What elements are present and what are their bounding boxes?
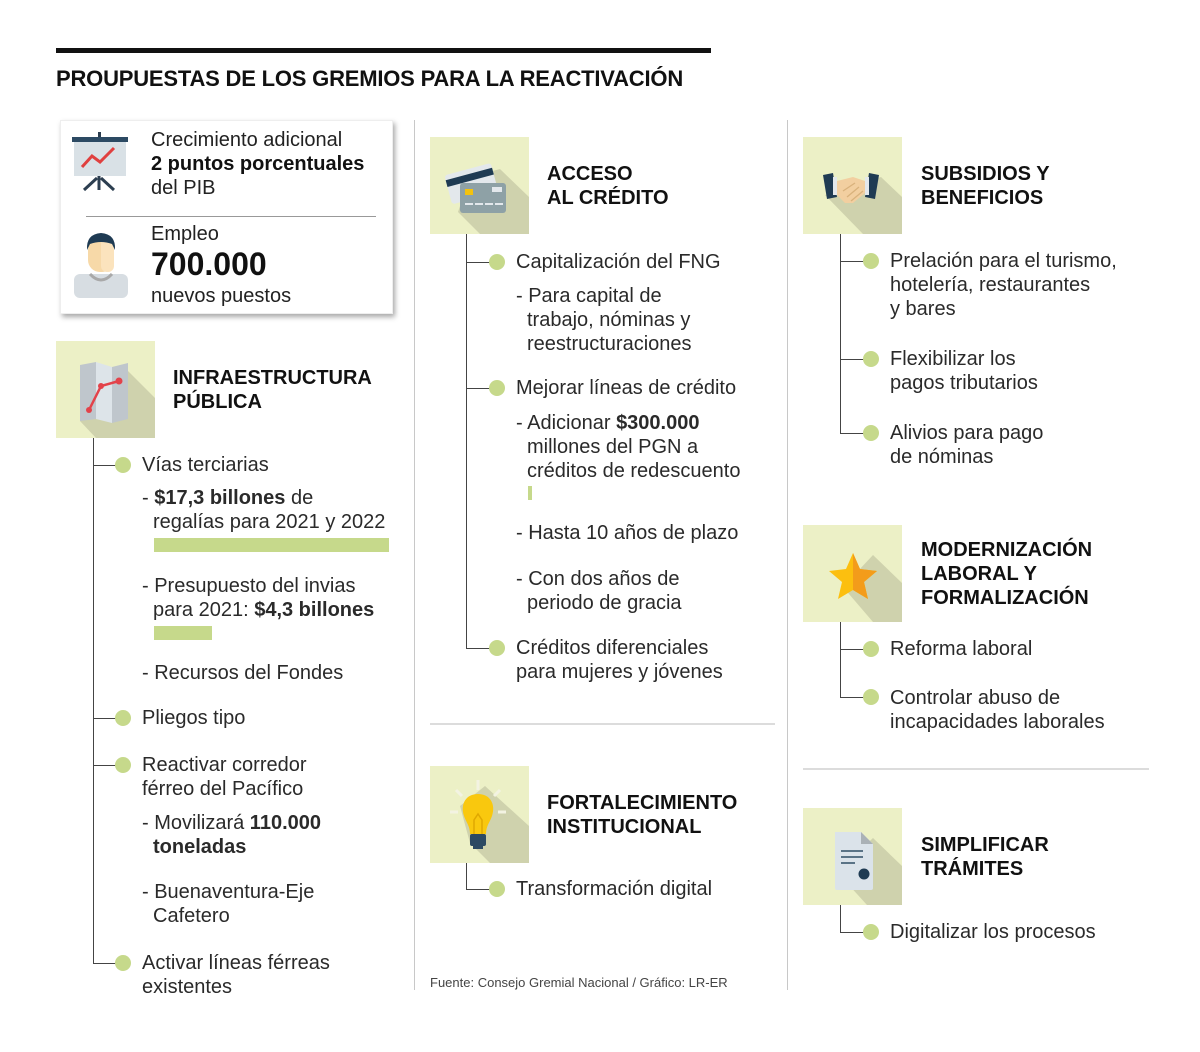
list-item: Activar líneas férreas — [142, 952, 330, 974]
presentation-chart-icon — [70, 132, 130, 196]
bullet-dot — [863, 924, 879, 940]
sub-item-buenaventura-2: Cafetero — [153, 905, 230, 927]
list-item-line2: incapacidades laborales — [890, 711, 1105, 733]
sub-item-plazo: - Hasta 10 años de plazo — [516, 522, 739, 544]
tree-branch — [93, 718, 117, 719]
list-item: Mejorar líneas de crédito — [516, 377, 737, 399]
list-item-line2: existentes — [142, 976, 233, 998]
list-item: Flexibilizar los — [890, 348, 1016, 370]
section-title-infraestructura: INFRAESTRUCTURA — [173, 367, 372, 389]
section-divider — [430, 723, 775, 725]
bullet-dot — [863, 351, 879, 367]
sub-item-adicionar-3: créditos de redescuento — [527, 460, 741, 482]
section-title-fortalecimiento-2: INSTITUCIONAL — [547, 816, 702, 838]
adicionar-text: - Adicionar — [516, 412, 617, 434]
list-item: Controlar abuso de — [890, 687, 1061, 709]
tree-branch — [93, 465, 117, 466]
tree-trunk — [840, 905, 841, 933]
list-item-line2: férreo del Pacífico — [142, 778, 304, 800]
star-icon — [803, 525, 902, 622]
map-route-icon — [56, 341, 155, 438]
card-separator — [86, 216, 376, 217]
list-item: Reactivar corredor — [142, 754, 307, 776]
moviliza-amount: 110.000 — [249, 812, 321, 834]
dash: - — [142, 487, 155, 509]
lightbulb-icon — [430, 766, 529, 863]
list-item: Capitalización del FNG — [516, 251, 721, 273]
moviliza-text: - Movilizará — [142, 812, 250, 834]
bullet-dot — [863, 689, 879, 705]
section-title-infraestructura-2: PÚBLICA — [173, 391, 262, 413]
bullet-dot — [863, 641, 879, 657]
column-divider — [414, 120, 415, 990]
sub-item-moviliza — [142, 811, 321, 835]
section-title-tramites: SIMPLIFICAR — [921, 834, 1049, 856]
amount-bar-adicionar — [528, 486, 532, 500]
employment-label: Empleo — [151, 223, 219, 245]
list-item: Reforma laboral — [890, 638, 1033, 660]
section-title-credito: ACCESO — [547, 163, 633, 185]
person-avatar-icon — [72, 230, 130, 298]
sub-item-capital: - Para capital de — [516, 285, 662, 307]
tree-trunk — [466, 234, 467, 649]
list-item: Pliegos tipo — [142, 707, 246, 729]
list-item: Transformación digital — [516, 878, 713, 900]
list-item-line2: para mujeres y jóvenes — [516, 661, 723, 683]
list-item: Digitalizar los procesos — [890, 921, 1096, 943]
moviliza-unit: toneladas — [153, 836, 247, 858]
growth-suffix: del PIB — [151, 177, 216, 199]
section-divider — [803, 768, 1149, 770]
growth-label: Crecimiento adicional — [151, 129, 343, 151]
adicionar-amount: $300.000 — [616, 412, 700, 434]
bullet-dot — [115, 710, 131, 726]
page-title: PROUPUESTAS DE LOS GREMIOS PARA LA REACTIVACIÓN — [56, 66, 684, 91]
list-item-line2: pagos tributarios — [890, 372, 1038, 394]
list-item: Créditos diferenciales — [516, 637, 709, 659]
sub-item-fondes: - Recursos del Fondes — [142, 662, 344, 684]
section-title-tramites-2: TRÁMITES — [921, 858, 1024, 880]
bullet-dot — [489, 640, 505, 656]
sub-item-gracia: - Con dos años de — [516, 568, 680, 590]
list-item-line3: y bares — [890, 298, 956, 320]
section-title-fortalecimiento: FORTALECIMIENTO — [547, 792, 738, 814]
regalias-amount: $17,3 billones — [154, 487, 286, 509]
bullet-dot — [863, 425, 879, 441]
sub-item-regalias — [142, 486, 313, 510]
column-divider — [787, 120, 788, 990]
credit-card-icon — [430, 137, 529, 234]
bullet-dot — [115, 757, 131, 773]
sub-item-adicionar — [516, 411, 699, 435]
invias-amount: $4,3 billones — [254, 599, 375, 621]
invias-text: para 2021: — [153, 599, 255, 621]
tree-trunk — [840, 622, 841, 698]
bullet-dot — [489, 254, 505, 270]
bullet-dot — [115, 457, 131, 473]
tree-trunk — [93, 438, 94, 964]
source-note: Fuente: Consejo Gremial Nacional / Gráfico: LR-ER — [430, 975, 728, 990]
list-item: Prelación para el turismo, — [890, 250, 1117, 272]
list-item: Vías terciarias — [142, 454, 269, 476]
sub-item-regalias-2: regalías para 2021 y 2022 — [153, 511, 386, 533]
regalias-text: de — [285, 487, 314, 509]
bullet-dot — [489, 881, 505, 897]
employment-suffix: nuevos puestos — [151, 285, 292, 307]
handshake-icon — [803, 137, 902, 234]
sub-item-buenaventura: - Buenaventura-Eje — [142, 881, 315, 903]
bullet-dot — [489, 380, 505, 396]
list-item-line2: de nóminas — [890, 446, 994, 468]
sub-item-capital-3: reestructuraciones — [527, 333, 692, 355]
tree-branch — [93, 963, 117, 964]
section-title-modernizacion-3: FORMALIZACIÓN — [921, 587, 1089, 609]
section-title-credito-2: AL CRÉDITO — [547, 187, 669, 209]
sub-item-capital-2: trabajo, nóminas y — [527, 309, 691, 331]
amount-bar-invias — [154, 626, 212, 640]
employment-value: 700.000 — [151, 246, 267, 282]
tree-trunk — [840, 234, 841, 434]
section-title-modernizacion-2: LABORAL Y — [921, 563, 1037, 585]
tree-trunk — [466, 863, 467, 890]
sub-item-moviliza-2 — [153, 835, 246, 859]
title-rule — [56, 48, 711, 53]
amount-bar-regalias — [154, 538, 389, 552]
sub-item-invias: - Presupuesto del invias — [142, 575, 356, 597]
section-title-modernizacion: MODERNIZACIÓN — [921, 539, 1093, 561]
list-item: Alivios para pago — [890, 422, 1044, 444]
section-title-subsidios: SUBSIDIOS Y — [921, 163, 1050, 185]
sub-item-adicionar-2: millones del PGN a — [527, 436, 699, 458]
sub-item-gracia-2: periodo de gracia — [527, 592, 682, 614]
sub-item-invias-2 — [153, 598, 374, 622]
tree-branch — [93, 765, 117, 766]
growth-value: 2 puntos porcentuales — [151, 153, 365, 175]
bullet-dot — [115, 955, 131, 971]
section-title-subsidios-2: BENEFICIOS — [921, 187, 1044, 209]
bullet-dot — [863, 253, 879, 269]
list-item-line2: hotelería, restaurantes — [890, 274, 1091, 296]
document-seal-icon — [803, 808, 902, 905]
